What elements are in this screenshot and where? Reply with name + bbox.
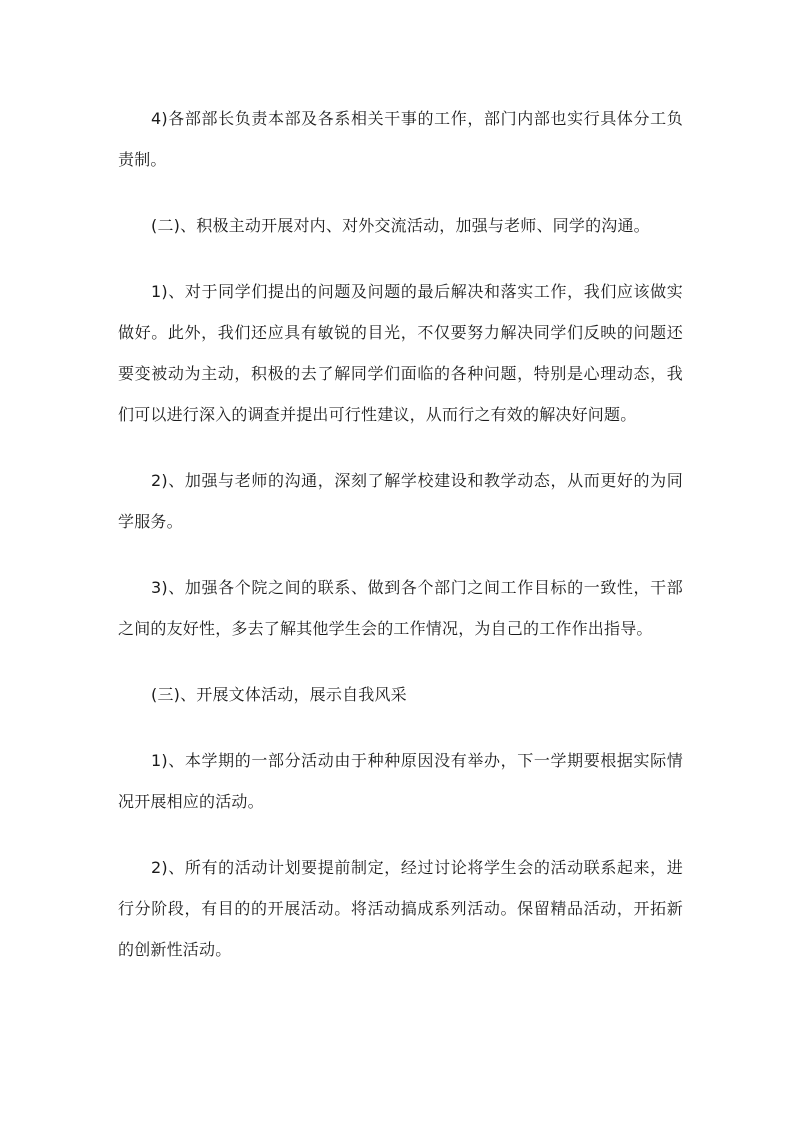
- paragraph-college-links: 3)、加强各个院之间的联系、做到各个部门之间工作目标的一致性，干部之间的友好性，多去了解其他学生会的工作情况，为自己的工作作出指导。: [118, 578, 683, 638]
- paragraph-activities-plan: 1)、本学期的一部分活动由于种种原因没有举办，下一学期要根据实际情况开展相应的活动。: [118, 751, 683, 811]
- paragraph-solve-problems: 1)、对于同学们提出的问题及问题的最后解决和落实工作，我们应该做实做好。此外，我们还应具有敏锐的目光，不仅要努力解决同学们反映的问题还要变被动为主动，积极的去了解同学们面临的各种问题，特别是心理动态，我们可以进行深入的调查并提出可行性建议，从而行之有效的解决好问题。: [118, 282, 683, 424]
- paragraph-dept-heads: 4)各部部长负责本部及各系相关干事的工作，部门内部也实行具体分工负责制。: [118, 109, 683, 169]
- section-heading-activities: (三)、开展文体活动，展示自我风采: [151, 685, 407, 704]
- paragraph-activities-schedule: 2)、所有的活动计划要提前制定，经过讨论将学生会的活动联系起来，进行分阶段，有目的的开展活动。将活动搞成系列活动。保留精品活动，开拓新的创新性活动。: [118, 858, 683, 959]
- document-body: [118, 98, 683, 995]
- paragraph-teacher-communication: 2)、加强与老师的沟通，深刻了解学校建设和教学动态，从而更好的为同学服务。: [118, 471, 683, 531]
- section-heading-communication: (二)、积极主动开展对内、对外交流活动，加强与老师、同学的沟通。: [151, 216, 650, 235]
